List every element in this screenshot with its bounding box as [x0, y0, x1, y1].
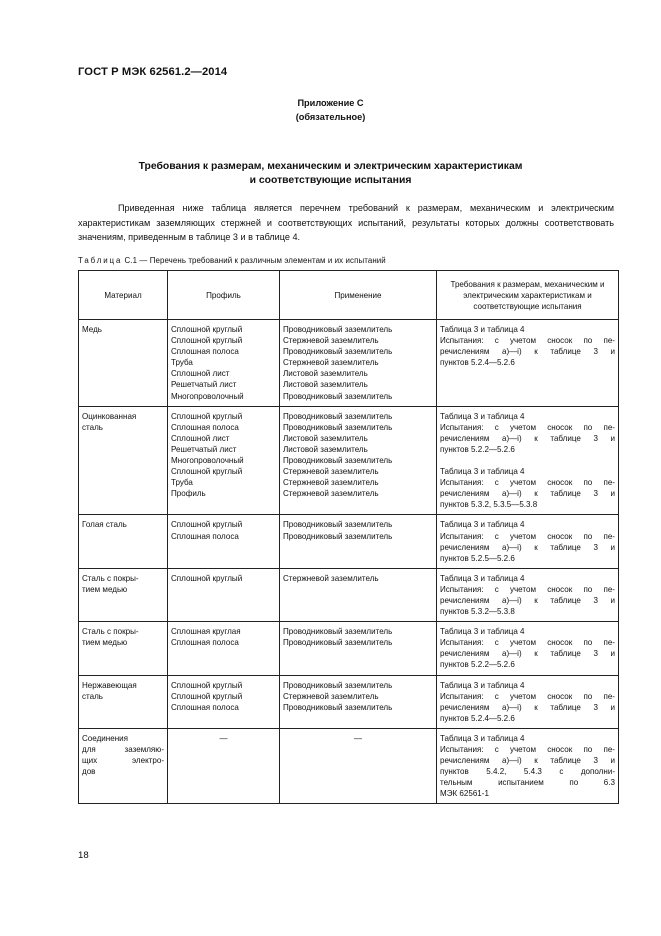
requirements-table	[78, 270, 619, 804]
cell-profile	[168, 406, 280, 515]
requirements-line: Таблица 3 и таблица 4	[440, 325, 525, 334]
profile-line: Сплошной круглый	[171, 325, 243, 334]
requirements-line: пунктов 5.2.4—5.2.6	[440, 358, 515, 368]
profile-line: Сплошная полоса	[171, 702, 239, 712]
application-line: Стержневой заземлитель	[283, 478, 379, 488]
column-header-profile: Профиль	[168, 271, 280, 320]
application-line: Листовой заземлитель	[283, 433, 368, 443]
profile-line: Сплошной круглый	[171, 411, 243, 421]
material-line: Соединения	[82, 733, 128, 743]
profile-line: Труба	[171, 478, 193, 488]
column-header-material: Материал	[79, 271, 168, 320]
cell-application	[280, 568, 437, 621]
material-line: дов	[82, 767, 96, 777]
section-heading-line-1: Требования к размерам, механическим и электрическим характеристикам	[138, 161, 523, 172]
profile-line: Сплошной круглый	[171, 467, 243, 477]
requirements-line: речислениям а)—i) к таблице 3 и	[440, 756, 615, 766]
profile-line: Сплошной круглый	[171, 520, 243, 530]
requirements-line: пунктов 5.2.2—5.2.6	[440, 660, 515, 670]
cell-application	[280, 622, 437, 675]
application-line: Стержневой заземлитель	[283, 691, 379, 701]
application-line: Листовой заземлитель	[283, 380, 368, 390]
table-caption-text: С.1 — Перечень требований к различным элементам и их испытаний	[122, 256, 386, 265]
requirements-line: Таблица 3 и таблица 4	[440, 573, 525, 583]
requirements-line: речислениям а)—i) к таблице 3 и	[440, 433, 615, 443]
table-row	[79, 320, 619, 407]
page-number: 18	[78, 850, 89, 861]
profile-line: Сплошная полоса	[171, 347, 239, 357]
material-line: сталь	[82, 691, 103, 701]
material-line: сталь	[82, 422, 103, 432]
column-header-requirements: Требования к размерам, механическим и электрическим характеристикам и соответствующие испытания	[437, 271, 619, 320]
annex-heading	[0, 96, 661, 124]
requirements-line: Испытания: с учетом сносок по пе-	[440, 745, 615, 754]
requirements-line: Таблица 3 и таблица 4	[440, 520, 525, 530]
requirements-line: пунктов 5.3.2—5.3.8	[440, 607, 515, 617]
cell-profile	[168, 515, 280, 568]
profile-line: Сплошной лист	[171, 369, 230, 379]
table-row	[79, 515, 619, 568]
requirements-line: речислениям а)—i) к таблице 3 и	[440, 649, 615, 659]
cell-requirements	[437, 622, 619, 675]
application-line: —	[353, 733, 363, 743]
profile-line: Сплошная полоса	[171, 531, 239, 541]
requirements-line: МЭК 62561-1	[440, 789, 489, 799]
cell-requirements	[437, 728, 619, 804]
material-line: тием медью	[82, 638, 128, 648]
cell-material	[79, 728, 168, 804]
requirements-line: речислениям а)—i) к таблице 3 и	[440, 542, 615, 552]
requirements-line: Таблица 3 и таблица 4	[440, 627, 525, 637]
material-line: для заземляю-	[82, 745, 164, 754]
requirements-line: Таблица 3 и таблица 4	[440, 467, 525, 477]
requirements-line	[440, 455, 615, 466]
material-line: щих электро-	[82, 756, 164, 766]
profile-line: Сплошная полоса	[171, 638, 239, 648]
profile-line: Сплошной круглый	[171, 680, 243, 690]
cell-requirements	[437, 675, 619, 728]
requirements-line: Таблица 3 и таблица 4	[440, 733, 525, 743]
application-line: Стержневой заземлитель	[283, 336, 379, 346]
application-line: Проводниковый заземлитель	[283, 627, 393, 637]
table-row	[79, 622, 619, 675]
application-line: Стержневой заземлитель	[283, 358, 379, 368]
material-line: Нержавеющая	[82, 680, 137, 690]
cell-requirements	[437, 515, 619, 568]
table-body	[79, 320, 619, 804]
cell-material	[79, 320, 168, 407]
application-line: Листовой заземлитель	[283, 444, 368, 454]
application-line: Проводниковый заземлитель	[283, 411, 393, 421]
cell-profile	[168, 728, 280, 804]
application-line: Стержневой заземлитель	[283, 467, 379, 477]
application-line: Проводниковый заземлитель	[283, 422, 393, 432]
document-code: ГОСТ Р МЭК 62561.2—2014	[78, 66, 228, 78]
profile-line: Многопроволочный	[171, 456, 244, 466]
cell-application	[280, 728, 437, 804]
profile-line: Труба	[171, 358, 193, 368]
requirements-line: речислениям а)—i) к таблице 3 и	[440, 347, 615, 357]
requirements-line: Испытания: с учетом сносок по пе-	[440, 691, 615, 701]
material-line: Голая сталь	[82, 520, 127, 530]
application-line: Проводниковый заземлитель	[283, 702, 393, 712]
cell-requirements	[437, 568, 619, 621]
material-line: Сталь с покры-	[82, 627, 139, 637]
application-line: Проводниковый заземлитель	[283, 347, 393, 357]
cell-application	[280, 675, 437, 728]
requirements-line: тельным испытанием по 6.3	[440, 778, 615, 788]
profile-line: Решетчатый лист	[171, 444, 237, 454]
table-row	[79, 406, 619, 515]
requirements-line: Испытания: с учетом сносок по пе-	[440, 478, 615, 488]
application-line: Стержневой заземлитель	[283, 573, 379, 583]
profile-line: Решетчатый лист	[171, 380, 237, 390]
profile-line: Профиль	[171, 489, 206, 499]
material-line: Оцинкованная	[82, 411, 137, 421]
application-line: Проводниковый заземлитель	[283, 638, 393, 648]
requirements-line: Испытания: с учетом сносок по пе-	[440, 584, 615, 594]
requirements-line: пунктов 5.2.4—5.2.6	[440, 713, 515, 723]
cell-requirements	[437, 320, 619, 407]
cell-application	[280, 406, 437, 515]
profile-line: Многопроволочный	[171, 391, 244, 401]
cell-application	[280, 515, 437, 568]
requirements-line: пунктов 5.2.5—5.2.6	[440, 553, 515, 563]
application-line: Проводниковый заземлитель	[283, 325, 393, 334]
profile-line: Сплошной круглый	[171, 573, 243, 583]
requirements-line: пунктов 5.3.2, 5.3.5—5.3.8	[440, 500, 538, 510]
application-line: Стержневой заземлитель	[283, 489, 379, 499]
table-row	[79, 675, 619, 728]
material-line: Сталь с покры-	[82, 573, 139, 583]
requirements-line: Таблица 3 и таблица 4	[440, 680, 525, 690]
profile-line: —	[219, 733, 228, 743]
table-caption-prefix: Таблица	[78, 256, 123, 265]
cell-material	[79, 675, 168, 728]
application-line: Проводниковый заземлитель	[283, 391, 393, 401]
table-caption	[78, 256, 386, 265]
profile-line: Сплошной круглый	[171, 691, 243, 701]
section-heading	[60, 160, 601, 188]
table-row	[79, 728, 619, 804]
profile-line: Сплошная круглая	[171, 627, 241, 637]
application-line: Проводниковый заземлитель	[283, 680, 393, 690]
application-line: Проводниковый заземлитель	[283, 520, 393, 530]
section-heading-line-2: и соответствующие испытания	[249, 175, 412, 186]
material-line: тием медью	[82, 584, 128, 594]
table-row	[79, 568, 619, 621]
cell-profile	[168, 320, 280, 407]
cell-profile	[168, 675, 280, 728]
annex-title: Приложение С	[297, 98, 364, 108]
requirements-line: Испытания: с учетом сносок по пе-	[440, 638, 615, 648]
table-header-row	[79, 271, 619, 320]
requirements-line: Таблица 3 и таблица 4	[440, 411, 525, 421]
material-line: Медь	[82, 325, 102, 334]
application-line: Проводниковый заземлитель	[283, 531, 393, 541]
requirements-line: речислениям а)—i) к таблице 3 и	[440, 702, 615, 712]
intro-text: Приведенная ниже таблица является перечнем требований к размерам, механическим и электрическим характеристикам заземляющих стержней и соответствующих испытаний, результаты которых должны соответствовать значениям, приведенным в таблице 3 и в таблице 4.	[78, 203, 614, 243]
application-line: Проводниковый заземлитель	[283, 456, 393, 466]
application-line: Листовой заземлитель	[283, 369, 368, 379]
cell-material	[79, 406, 168, 515]
cell-material	[79, 568, 168, 621]
cell-requirements	[437, 406, 619, 515]
profile-line: Сплошной круглый	[171, 336, 243, 346]
cell-application	[280, 320, 437, 407]
column-header-application: Применение	[280, 271, 437, 320]
requirements-line: речислениям а)—i) к таблице 3 и	[440, 595, 615, 605]
profile-line: Сплошной лист	[171, 433, 230, 443]
requirements-line: Испытания: с учетом сносок по пе-	[440, 531, 615, 541]
requirements-line: Испытания: с учетом сносок по пе-	[440, 422, 615, 432]
cell-profile	[168, 568, 280, 621]
cell-profile	[168, 622, 280, 675]
cell-material	[79, 622, 168, 675]
requirements-line: Испытания: с учетом сносок по пе-	[440, 336, 615, 346]
requirements-line: пунктов 5.4.2, 5.4.3 с дополни-	[440, 767, 615, 777]
profile-line: Сплошная полоса	[171, 422, 239, 432]
intro-paragraph	[78, 201, 614, 245]
annex-status: (обязательное)	[295, 112, 366, 122]
cell-material	[79, 515, 168, 568]
requirements-line: речислениям а)—i) к таблице 3 и	[440, 489, 615, 499]
requirements-line: пунктов 5.2.2—5.2.6	[440, 444, 515, 454]
